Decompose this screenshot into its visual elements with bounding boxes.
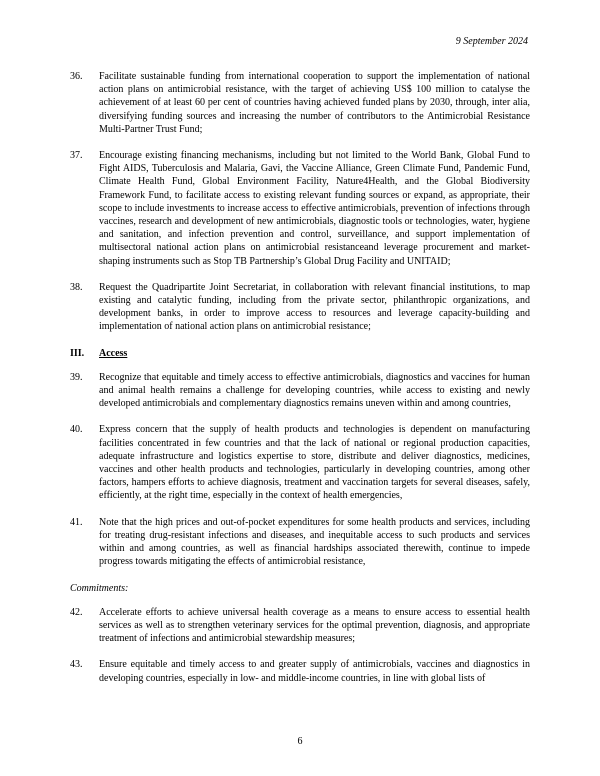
paragraph-number: 39. [70, 371, 83, 383]
page-number: 6 [297, 736, 303, 747]
paragraph-41 [70, 516, 530, 569]
paragraph-number: 41. [70, 516, 83, 528]
section-title: Access [99, 347, 128, 359]
paragraph-40 [70, 423, 530, 502]
paragraph-number: 43. [70, 659, 83, 671]
paragraph-text: Note that the high prices and out-of-pocket expenditures for some health products and services, including for treating drug-resistant infections and diseases, and inequitable access to such products and services within and among countries, as well as financial hardships associated therewith, continue to impede progress towards mitigating the effects of antimicrobial resistance, [99, 516, 530, 568]
paragraph-number: 42. [70, 606, 83, 618]
document-body [70, 70, 530, 698]
section-heading-access [70, 347, 530, 360]
paragraph-42 [70, 606, 530, 646]
paragraph-number: 40. [70, 424, 83, 436]
paragraph-number: 37. [70, 150, 83, 162]
paragraph-39 [70, 371, 530, 411]
paragraph-38 [70, 281, 530, 334]
paragraph-text: Express concern that the supply of health products and technologies is dependent on manufacturing facilities concentrated in few countries and that the lack of national or regional production capacities, adequate infrastructure and logistics expertise to store, distribute and deliver diagnostics, medicines, vaccines and other health products and technologies, particularly in developing countries, among other factors, hampers efforts to achieve diagnosis, treatment and vaccination targets for several diseases, safely, efficiently, at the right time, especially in the context of health emergencies, [99, 424, 530, 502]
paragraph-number: 36. [70, 71, 83, 82]
paragraph-text: Request the Quadripartite Joint Secretariat, in collaboration with relevant financial institutions, to map existing and catalytic funding, including from the private sector, philanthropic organizations, and development banks, in order to improve access to resources and leverage capacity-building and implementation of national action plans on antimicrobial resistance; [99, 281, 530, 333]
paragraph-37 [70, 149, 530, 268]
commitments-subheading: Commitments: [70, 582, 129, 594]
paragraph-text: Encourage existing financing mechanisms, including but not limited to the World Bank, Global Fund to Fight AIDS, Tuberculosis and Malaria, Gavi, the Vaccine Alliance, Green Climate Fund, Pandemic Fund, Climate Health Fund, Global Environment Facility, Nature4Health, and the Global Biodiversity Framework Fund, to facilitate access to existing relevant funding sources or expand, as appropriate, their scope to include investments to increase access to effective antimicrobials, prevention of infections through vaccines, research and development of new antimicrobials, diagnostic tools or technologies, water, hygiene and sanitation, and infection prevention and control, surveillance, and support implementation of multisectoral national action plans on antimicrobial resistanceand leverage procurement and market-shaping instruments such as Stop TB Partnership’s Global Drug Facility and UNITAID; [99, 150, 530, 267]
paragraph-text: Facilitate sustainable funding from international cooperation to support the implementation of national action plans on antimicrobial resistance, with the target of achieving US$ 100 million to catalyse the achievement of at least 60 per cent of countries having achieved funded plans by 2030, through, inter alia, diversifying funding sources and increasing the number of contributors to the Antimicrobial Resistance Multi-Partner Trust Fund; [99, 71, 530, 135]
paragraph-text: Ensure equitable and timely access to and greater supply of antimicrobials, vaccines and diagnostics in developing countries, especially in low- and middle-income countries, in line with global lists of [99, 659, 530, 684]
paragraph-number: 38. [70, 281, 83, 293]
paragraph-text: Accelerate efforts to achieve universal health coverage as a means to ensure access to essential health services as well as to strengthen veterinary services for the optimal prevention, diagnosis, and appropriate treatment of infections and antimicrobial stewardship measures; [99, 606, 530, 645]
paragraph-text: Recognize that equitable and timely access to effective antimicrobials, diagnostics and vaccines for human and animal health remains a challenge for developing countries, while access to existing and newly developed antimicrobials and complementary diagnostics remains uneven within and among countries, [99, 371, 530, 410]
paragraph-43 [70, 658, 530, 684]
paragraph-36 [70, 70, 530, 136]
document-date: 9 September 2024 [455, 36, 528, 47]
section-number: III. [70, 347, 85, 359]
